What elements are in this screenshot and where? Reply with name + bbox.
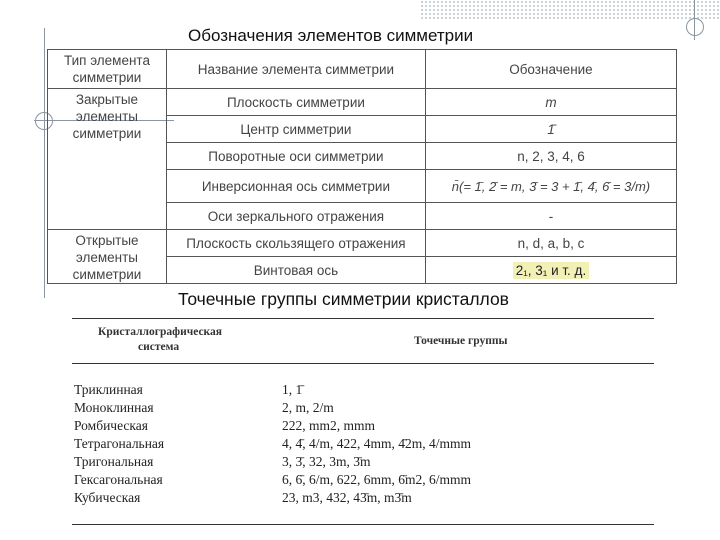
open-elements-label: Открытые элементы симметрии bbox=[48, 230, 167, 284]
crystal-system: Триклинная bbox=[74, 382, 143, 397]
element-symbol: n̄(= 1̄, 2̄ = m, 3̄ = 3 + 1̄, 4̄, 6̄ = 3/m) bbox=[425, 170, 676, 203]
table-row bbox=[48, 89, 677, 116]
element-name: Плоскость симметрии bbox=[166, 89, 425, 116]
table-rule-bottom bbox=[72, 524, 654, 525]
element-symbol: n, 2, 3, 4, 6 bbox=[425, 143, 676, 170]
header-name: Название элемента симметрии bbox=[166, 50, 425, 89]
header-symbol: Обозначение bbox=[425, 50, 676, 89]
header-groups: Точечные группы bbox=[414, 335, 508, 347]
point-group-list: 23, m3, 432, 43̄m, m3̄m bbox=[282, 490, 412, 505]
decorative-circle-right bbox=[686, 18, 704, 36]
table-header-row bbox=[48, 50, 677, 89]
element-name: Оси зеркального отражения bbox=[166, 203, 425, 230]
decorative-vertical-line bbox=[44, 28, 45, 298]
element-symbol: - bbox=[425, 203, 676, 230]
element-symbol: 1̄ bbox=[425, 116, 676, 143]
crystal-system: Гексагональная bbox=[74, 472, 163, 487]
element-name: Инверсионная ось симметрии bbox=[166, 170, 425, 203]
header-system-line2: система bbox=[138, 341, 180, 353]
crystal-system: Ромбическая bbox=[74, 418, 148, 433]
crystal-system: Тригональная bbox=[74, 454, 154, 469]
element-symbol: m bbox=[425, 89, 676, 116]
symmetry-table-title: Обозначения элементов симметрии bbox=[188, 26, 474, 45]
table-rule-header bbox=[72, 363, 654, 364]
point-group-list: 3, 3̄, 32, 3m, 3̄m bbox=[282, 454, 371, 469]
element-name: Поворотные оси симметрии bbox=[166, 143, 425, 170]
header-type: Тип элемента симметрии bbox=[48, 50, 167, 89]
symmetry-elements-table bbox=[47, 49, 677, 284]
table-row bbox=[48, 230, 677, 257]
point-group-list: 1, 1̄ bbox=[282, 382, 303, 397]
table-rule-top bbox=[72, 318, 654, 319]
highlighted-symbol: 2₁, 3₁ и т. д. bbox=[513, 262, 590, 279]
decorative-dot-pattern bbox=[420, 0, 720, 20]
point-groups-title: Точечные группы симметрии кристаллов bbox=[178, 289, 509, 309]
crystal-system: Моноклинная bbox=[74, 400, 154, 415]
crystal-system: Кубическая bbox=[74, 490, 141, 505]
closed-elements-label: Закрытые элементы симметрии bbox=[48, 89, 167, 230]
element-symbol: n, d, a, b, c bbox=[425, 230, 676, 257]
element-symbol bbox=[425, 257, 676, 284]
crystal-system: Тетрагональная bbox=[74, 436, 165, 451]
point-group-list: 4, 4̄, 4/m, 422, 4mm, 4̄2m, 4/mmm bbox=[282, 436, 472, 451]
header-system-line1: Кристаллографическая bbox=[98, 326, 222, 338]
point-group-list: 2, m, 2/m bbox=[282, 400, 334, 415]
element-name: Винтовая ось bbox=[166, 257, 425, 284]
point-groups-table bbox=[64, 312, 666, 540]
point-group-list: 6, 6̄, 6/m, 622, 6mm, 6̄m2, 6/mmm bbox=[282, 472, 472, 487]
point-group-list: 222, mm2, mmm bbox=[282, 418, 376, 433]
element-name: Плоскость скользящего отражения bbox=[166, 230, 425, 257]
element-name: Центр симметрии bbox=[166, 116, 425, 143]
